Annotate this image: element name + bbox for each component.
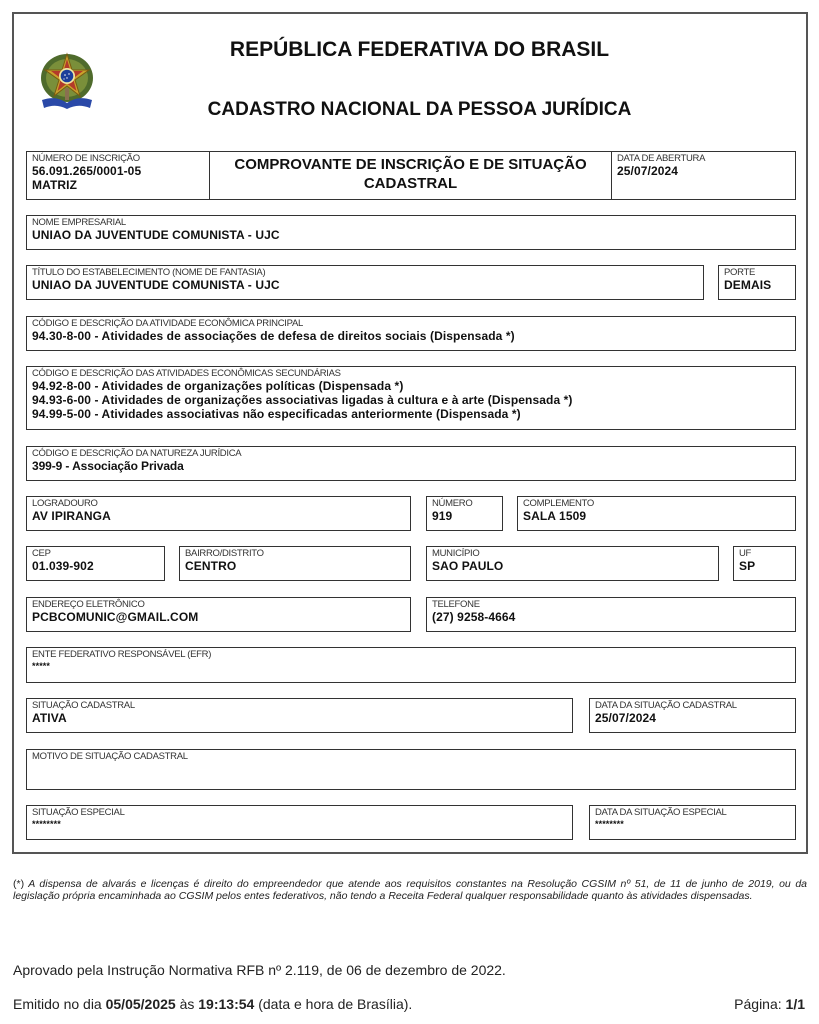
document-title-line2: CADASTRAL	[363, 175, 458, 192]
field-value: AV IPIRANGA	[32, 509, 111, 523]
field-value: (27) 9258-4664	[432, 610, 516, 624]
document-title	[209, 151, 612, 200]
field-label: COMPLEMENTO	[523, 498, 594, 509]
field-efr	[26, 647, 796, 683]
field-value: DEMAIS	[724, 278, 772, 292]
field-value-secondary: MATRIZ	[32, 178, 78, 192]
footnote	[13, 878, 807, 902]
field-value: 399-9 - Associação Privada	[32, 459, 184, 473]
field-data-situacao-especial	[589, 805, 796, 840]
field-value: 94.30-8-00 - Atividades de associações de defesa de direitos sociais (Dispensada *)	[32, 329, 515, 343]
field-value: 01.039-902	[32, 559, 94, 573]
field-atividades-secundarias	[26, 366, 796, 430]
field-label: BAIRRO/DISTRITO	[185, 548, 264, 559]
field-cep	[26, 546, 165, 581]
field-label: NOME EMPRESARIAL	[32, 217, 126, 228]
field-situacao-especial	[26, 805, 573, 840]
field-nome-empresarial	[26, 215, 796, 250]
field-complemento	[517, 496, 796, 531]
list-item: 94.99-5-00 - Atividades associativas não especificadas anteriormente (Dispensada *)	[32, 407, 521, 421]
field-value: SAO PAULO	[432, 559, 504, 573]
field-label: CÓDIGO E DESCRIÇÃO DAS ATIVIDADES ECONÔMICAS SECUNDÁRIAS	[32, 368, 341, 379]
field-situacao-cadastral	[26, 698, 573, 733]
field-value: 25/07/2024	[595, 711, 657, 725]
field-value: *****	[32, 661, 51, 671]
field-label: LOGRADOURO	[32, 498, 98, 509]
field-label: CÓDIGO E DESCRIÇÃO DA NATUREZA JURÍDICA	[32, 448, 242, 459]
field-value: ********	[595, 819, 624, 829]
list-item: 94.93-6-00 - Atividades de organizações associativas ligadas à cultura e à arte (Dispensada *)	[32, 393, 573, 407]
page-indicator	[734, 996, 805, 1012]
field-label: CÓDIGO E DESCRIÇÃO DA ATIVIDADE ECONÔMICA PRINCIPAL	[32, 318, 303, 329]
field-bairro	[179, 546, 411, 581]
emitted-prefix: Emitido no dia	[13, 996, 102, 1012]
header-title: REPÚBLICA FEDERATIVA DO BRASIL	[229, 38, 610, 61]
field-label: ENDEREÇO ELETRÔNICO	[32, 599, 145, 610]
field-value: SP	[739, 559, 756, 573]
field-label: TELEFONE	[432, 599, 480, 610]
document-title-line1: COMPROVANTE DE INSCRIÇÃO E DE SITUAÇÃO	[234, 156, 587, 173]
field-logradouro	[26, 496, 411, 531]
emitted-time: 19:13:54	[198, 996, 255, 1012]
field-numero-inscricao	[26, 151, 210, 200]
emitted-suffix: (data e hora de Brasília).	[258, 996, 413, 1012]
page-value: 1/1	[785, 996, 805, 1012]
field-uf	[733, 546, 796, 581]
field-label: UF	[739, 548, 752, 559]
field-data-situacao-cadastral	[589, 698, 796, 733]
field-label: SITUAÇÃO ESPECIAL	[32, 807, 125, 818]
field-label: TÍTULO DO ESTABELECIMENTO (NOME DE FANTASIA)	[32, 267, 266, 278]
field-value: UNIAO DA JUVENTUDE COMUNISTA - UJC	[32, 278, 280, 292]
field-motivo-situacao	[26, 749, 796, 790]
footnote-text: A dispensa de alvarás e licenças é direito do empreendedor que atende aos requisitos constantes na Resolução CGSIM nº 51, de 11 de junho de 2019, ou da legislação própria encaminhada ao CGSIM pelos entes federativos, não tendo a Receita Federal qualquer responsabilidade quanto às atividades dispensadas.	[13, 878, 808, 902]
field-value: ********	[32, 819, 61, 829]
list-item: 94.92-8-00 - Atividades de organizações políticas (Dispensada *)	[32, 379, 404, 393]
field-atividade-principal	[26, 316, 796, 351]
approval-note: Aprovado pela Instrução Normativa RFB nº 2.119, de 06 de dezembro de 2022.	[13, 962, 506, 978]
field-natureza-juridica	[26, 446, 796, 481]
emitted-date: 05/05/2025	[105, 996, 176, 1012]
status-badge: ATIVA	[32, 711, 67, 725]
field-value: 56.091.265/0001-05	[32, 164, 142, 178]
field-email	[26, 597, 411, 632]
field-value: UNIAO DA JUVENTUDE COMUNISTA - UJC	[32, 228, 280, 242]
field-value: 919	[432, 509, 453, 523]
field-numero	[426, 496, 503, 531]
footnote-marker: (*)	[13, 878, 25, 890]
field-label: CEP	[32, 548, 51, 559]
field-telefone	[426, 597, 796, 632]
field-label: ENTE FEDERATIVO RESPONSÁVEL (EFR)	[32, 649, 212, 660]
field-label: DATA DA SITUAÇÃO CADASTRAL	[595, 700, 737, 711]
emitted-mid: às	[179, 996, 195, 1012]
field-value: PCBCOMUNIC@GMAIL.COM	[32, 610, 199, 624]
page-label: Página:	[734, 996, 782, 1012]
field-porte	[718, 265, 796, 300]
header-subtitle: CADASTRO NACIONAL DA PESSOA JURÍDICA	[207, 99, 632, 120]
field-titulo-estabelecimento	[26, 265, 704, 300]
field-label: NÚMERO	[432, 498, 473, 509]
field-municipio	[426, 546, 719, 581]
field-label: DATA DE ABERTURA	[617, 153, 706, 164]
field-data-abertura	[611, 151, 796, 200]
field-label: DATA DA SITUAÇÃO ESPECIAL	[595, 807, 727, 818]
field-label: PORTE	[724, 267, 756, 278]
field-label: MOTIVO DE SITUAÇÃO CADASTRAL	[32, 751, 188, 762]
field-label: MUNICÍPIO	[432, 548, 480, 559]
field-value: SALA 1509	[523, 509, 587, 523]
field-label: SITUAÇÃO CADASTRAL	[32, 700, 135, 711]
field-label: NÚMERO DE INSCRIÇÃO	[32, 153, 140, 164]
field-value: CENTRO	[185, 559, 237, 573]
field-value: 25/07/2024	[617, 164, 679, 178]
emission-info	[13, 996, 412, 1012]
